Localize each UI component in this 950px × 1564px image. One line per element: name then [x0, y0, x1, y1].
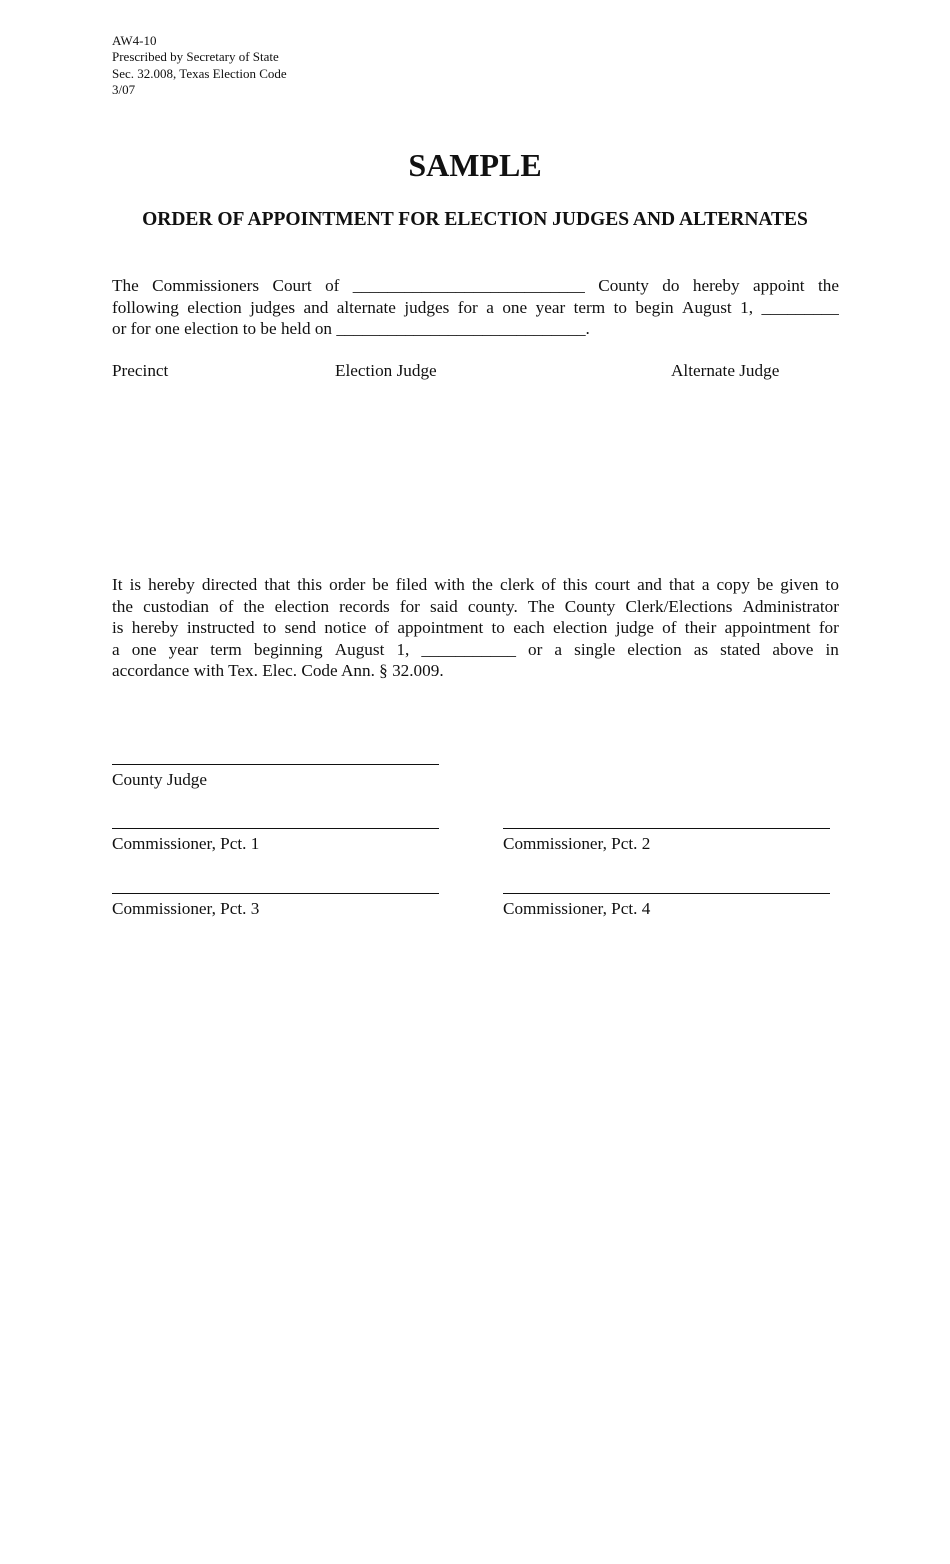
signature-line [112, 764, 439, 765]
word: do [662, 276, 680, 295]
word: Administrator [742, 596, 839, 616]
form-number: AW4-10 [112, 33, 157, 48]
word: given [780, 575, 819, 594]
word: order [329, 575, 366, 594]
word: for [457, 297, 478, 317]
word: year [168, 639, 199, 659]
word: 1, [396, 639, 410, 659]
intro-line-2 [112, 297, 839, 319]
word: term [573, 297, 606, 317]
word: alternate [336, 297, 396, 317]
directive-line-4 [112, 639, 839, 661]
word: Clerk/Elections [625, 596, 733, 616]
word: to [613, 297, 627, 317]
word: judges [404, 297, 450, 317]
word: with [434, 575, 465, 594]
signature-label: Commissioner, Pct. 2 [503, 834, 651, 853]
column-header-precinct: Precinct [112, 361, 169, 380]
form-subtitle: ORDER OF APPOINTMENT FOR ELECTION JUDGES AND ALTERNATES [142, 209, 808, 230]
signature-line [503, 828, 830, 829]
word: for [399, 596, 420, 616]
word: appointment [397, 618, 484, 637]
word: of [325, 276, 340, 295]
page-title: SAMPLE [408, 147, 542, 183]
word: election [627, 639, 682, 659]
directive-paragraph [112, 574, 839, 682]
word: filed [395, 575, 428, 594]
word: judge [615, 618, 654, 637]
word: of [541, 575, 556, 594]
word: their [684, 618, 717, 637]
word: instructed [186, 618, 255, 637]
intro-line-3: or for one election to be held on _____________________________. [112, 319, 590, 338]
word: notice [324, 618, 367, 637]
word: The [527, 596, 555, 616]
word: above [772, 639, 814, 659]
word: begin [635, 297, 674, 317]
signature-label: Commissioner, Pct. 4 [503, 899, 651, 918]
word: ___________ [421, 639, 516, 659]
word: of [219, 596, 234, 616]
word: records [339, 596, 390, 616]
word: beginning [253, 639, 323, 659]
word: one [131, 639, 157, 659]
word: 1, [740, 297, 754, 317]
signature-commissioner-pct1 [112, 828, 439, 855]
word: a [701, 575, 710, 594]
prescribed-by: Prescribed by Secretary of State [112, 49, 279, 65]
revision-date: 3/07 [112, 81, 136, 97]
word: the [471, 575, 493, 594]
word: said [430, 596, 458, 616]
column-header-alternate-judge: Alternate Judge [671, 361, 780, 380]
word: is [112, 618, 124, 637]
word: stated [720, 639, 761, 659]
word: this [297, 575, 323, 594]
word: court [594, 575, 631, 594]
word: election [187, 297, 242, 317]
word: custodian [143, 596, 209, 616]
word: and [637, 575, 662, 594]
word: each [513, 618, 545, 637]
word: hereby [131, 618, 179, 637]
word: that [668, 575, 695, 594]
signature-commissioner-pct3 [112, 893, 439, 920]
word: the [818, 276, 839, 295]
word: Court [272, 276, 312, 295]
word: a [112, 639, 120, 659]
word: directed [201, 575, 258, 594]
word: judges [250, 297, 296, 317]
word: to [262, 618, 277, 637]
word: It [112, 575, 123, 594]
signature-line [112, 893, 439, 894]
signature-label: Commissioner, Pct. 3 [112, 899, 260, 918]
word: to [491, 618, 505, 637]
word: county. [467, 596, 518, 616]
word: is [129, 575, 142, 594]
word: send [284, 618, 317, 637]
statute-reference: Sec. 32.008, Texas Election Code [112, 65, 287, 81]
directive-line-3 [112, 617, 839, 639]
word: this [562, 575, 588, 594]
word: year [535, 297, 566, 317]
word: ___________________________ [352, 276, 585, 295]
word: that [264, 575, 291, 594]
word: hereby [148, 575, 195, 594]
word: election [274, 596, 330, 616]
signature-line [503, 893, 830, 894]
word: term [210, 639, 242, 659]
word: County [564, 596, 616, 616]
word: of [662, 618, 677, 637]
word: County [598, 276, 649, 295]
word: in [825, 639, 839, 659]
word: as [693, 639, 709, 659]
word: August [334, 639, 385, 659]
word: appointment [724, 618, 811, 637]
signature-county-judge [112, 764, 439, 791]
word: single [574, 639, 616, 659]
signature-label: Commissioner, Pct. 1 [112, 834, 260, 853]
word: _________ [761, 297, 839, 317]
signature-commissioner-pct4 [503, 893, 830, 920]
word: and [303, 297, 329, 317]
word: a [486, 297, 494, 317]
word: election [552, 618, 608, 637]
word: the [112, 596, 133, 616]
signature-commissioner-pct2 [503, 828, 830, 855]
word: clerk [499, 575, 535, 594]
word: Commissioners [152, 276, 260, 295]
word: August [682, 297, 732, 317]
word: following [112, 297, 179, 317]
word: be [757, 575, 774, 594]
word: appoint [753, 276, 805, 295]
signature-label: County Judge [112, 770, 208, 789]
directive-line-1 [112, 574, 839, 596]
column-header-election-judge: Election Judge [335, 361, 437, 380]
word: hereby [692, 276, 740, 295]
word: the [243, 596, 265, 616]
word: one [502, 297, 528, 317]
intro-line-1 [112, 275, 839, 297]
word: for [818, 618, 839, 637]
word: copy [716, 575, 750, 594]
intro-paragraph [112, 275, 839, 340]
word: of [374, 618, 390, 637]
word: or [528, 639, 543, 659]
directive-line-5: accordance with Tex. Elec. Code Ann. § 32.009. [112, 661, 444, 680]
signature-line [112, 828, 439, 829]
directive-line-2 [112, 596, 839, 618]
word: a [554, 639, 563, 659]
word: The [112, 276, 139, 295]
form-header [112, 33, 287, 98]
word: to [825, 575, 839, 594]
word: be [372, 575, 389, 594]
